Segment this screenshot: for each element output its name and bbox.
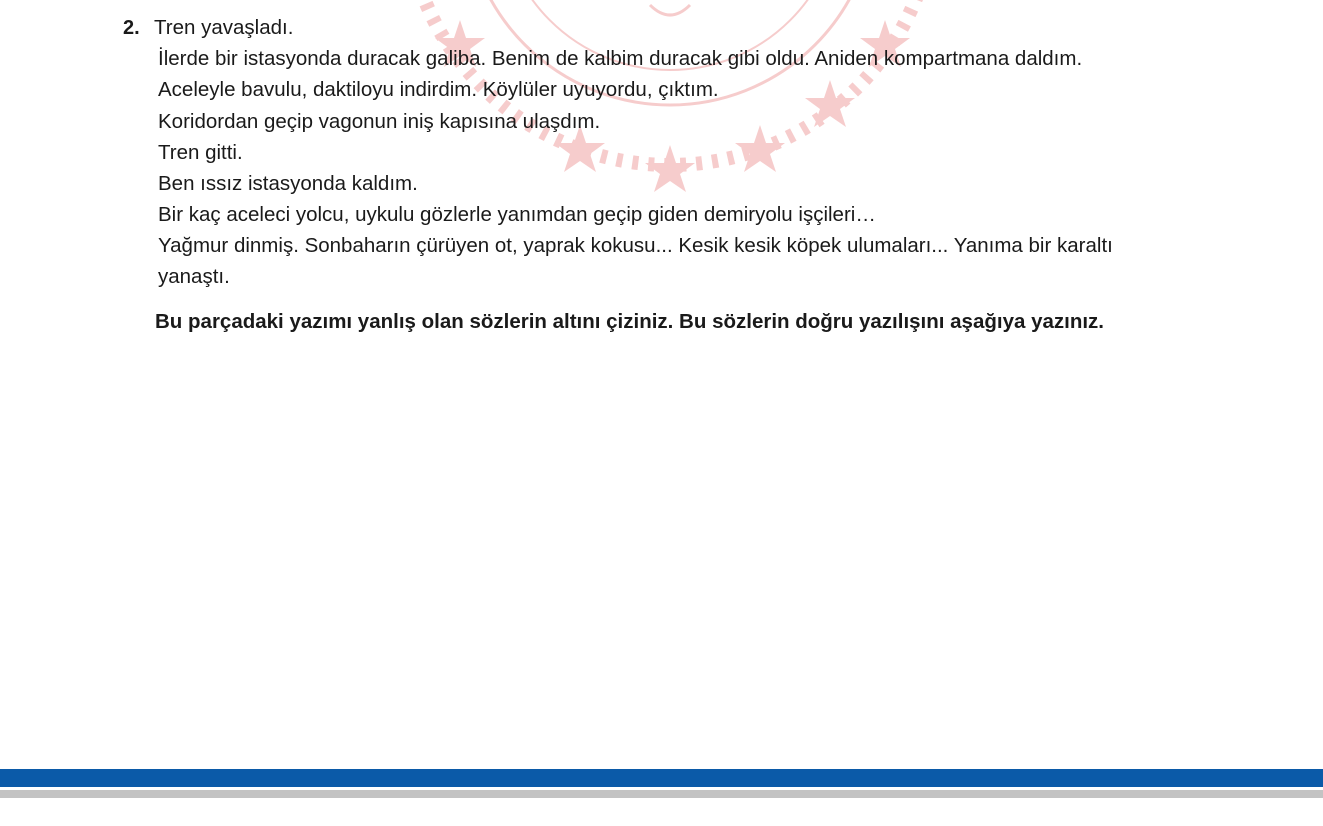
paragraph-line: Ben ıssız istasyonda kaldım. [158, 172, 418, 195]
paragraph-line: Tren gitti. [158, 141, 243, 164]
paragraph-line: Koridordan geçip vagonun iniş kapısına ulaşdım. [158, 110, 601, 133]
paragraph-line: Yağmur dinmiş. Sonbaharın çürüyen ot, yaprak kokusu... Kesik kesik köpek ulumaları... Yanıma bir karaltı [158, 234, 1113, 257]
question-instruction: Bu parçadaki yazımı yanlış olan sözlerin altını çiziniz. Bu sözlerin doğru yazılışını aşağıya yazınız. [155, 310, 1104, 333]
paragraph-line: Bir kaç aceleci yolcu, uykulu gözlerle yanımdan geçip giden demiryolu işçileri… [158, 203, 876, 226]
paragraph-line: Aceleyle bavulu, daktiloyu indirdim. Köylüler uyuyordu, çıktım. [158, 78, 719, 101]
paragraph-line: Tren yavaşladı. [154, 16, 294, 39]
footer-gray-bar [0, 790, 1323, 798]
paragraph-line: İlerde bir istasyonda duracak galiba. Benim de kalbim duracak gibi oldu. Aniden kompartmana daldım. [158, 47, 1083, 70]
paragraph-line: yanaştı. [158, 265, 230, 288]
footer-blue-bar [0, 769, 1323, 787]
question-number: 2. [123, 17, 140, 39]
